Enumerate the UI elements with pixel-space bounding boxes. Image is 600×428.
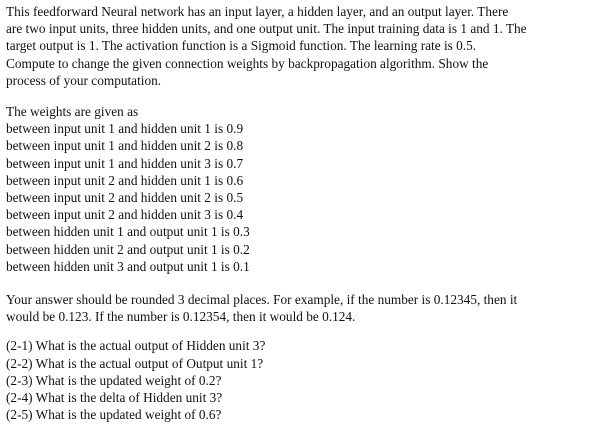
intro-paragraph bbox=[6, 3, 594, 89]
rounding-note-line: would be 0.123. If the number is 0.12354, then it would be 0.124. bbox=[6, 309, 356, 325]
weight-item: between input unit 1 and hidden unit 1 is 0.9 bbox=[6, 121, 244, 137]
weight-item: between hidden unit 3 and output unit 1 is 0.1 bbox=[6, 258, 250, 274]
weights-heading: The weights are given as bbox=[6, 104, 139, 120]
weight-item: between input unit 1 and hidden unit 2 is 0.8 bbox=[6, 138, 244, 154]
question-item: (2-4) What is the delta of Hidden unit 3? bbox=[6, 390, 223, 406]
weight-item: between hidden unit 2 and output unit 1 is 0.2 bbox=[6, 241, 250, 257]
question-item: (2-3) What is the updated weight of 0.2? bbox=[6, 372, 222, 388]
rounding-note-line: Your answer should be rounded 3 decimal places. For example, if the number is 0.12345, then it bbox=[6, 292, 518, 308]
question-list bbox=[6, 337, 594, 423]
intro-line: process of your computation. bbox=[6, 72, 162, 88]
question-item: (2-1) What is the actual output of Hidden unit 3? bbox=[6, 338, 266, 354]
weight-item: between input unit 2 and hidden unit 3 is 0.4 bbox=[6, 207, 244, 223]
weight-item: between input unit 2 and hidden unit 2 is 0.5 bbox=[6, 190, 244, 206]
weight-item: between hidden unit 1 and output unit 1 is 0.3 bbox=[6, 224, 250, 240]
intro-line: Compute to change the given connection weights by backpropagation algorithm. Show the bbox=[6, 55, 489, 71]
question-item: (2-5) What is the updated weight of 0.6? bbox=[6, 407, 222, 423]
question-item: (2-2) What is the actual output of Output unit 1? bbox=[6, 355, 264, 371]
problem-document bbox=[6, 3, 594, 423]
weights-list bbox=[6, 103, 594, 275]
intro-line: are two input units, three hidden units, and one output unit. The input training data is 1 and 1. The bbox=[6, 21, 527, 37]
weight-item: between input unit 2 and hidden unit 1 is 0.6 bbox=[6, 172, 244, 188]
intro-line: This feedforward Neural network has an input layer, a hidden layer, and an output layer. There bbox=[6, 4, 509, 19]
rounding-note bbox=[6, 291, 594, 325]
intro-line: target output is 1. The activation function is a Sigmoid function. The learning rate is 0.5. bbox=[6, 38, 477, 54]
weight-item: between input unit 1 and hidden unit 3 is 0.7 bbox=[6, 155, 244, 171]
